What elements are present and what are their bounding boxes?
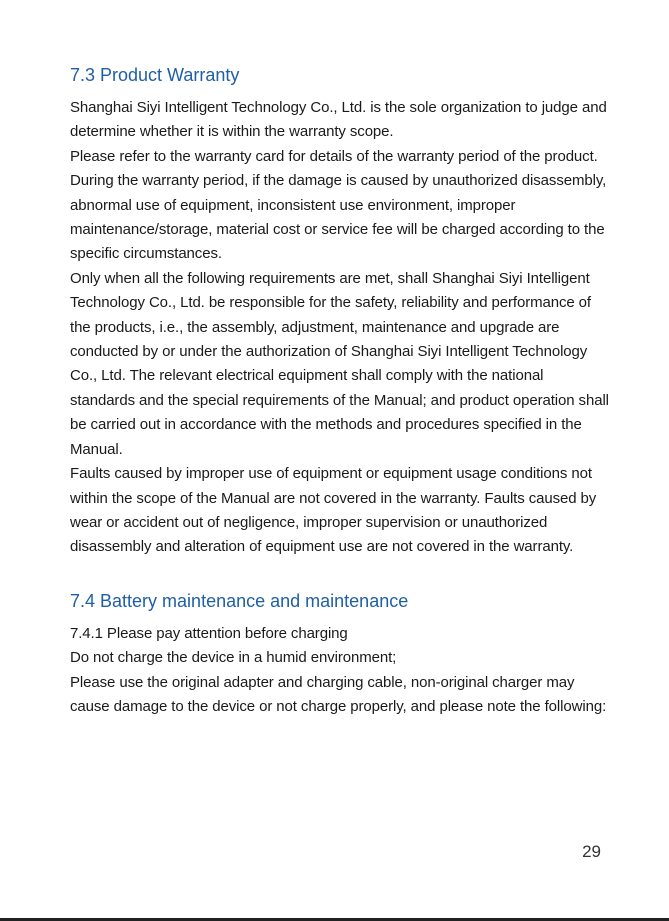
paragraph: Only when all the following requirements are met, shall Shanghai Siyi Intelligent Technology Co., Ltd. be responsible for the safety, reliability and performance of the products, i.e., the assembly, adjustment, maintenance and upgrade are conducted by or under the authorization of Shanghai Siyi Intelligent Technology Co., Ltd. The relevant electrical equipment shall comply with the national standards and the special requirements of the Manual; and product operation shall be carried out in accordance with the methods and procedures specified in the Manual. xyxy=(70,269,609,458)
paragraph: Please refer to the warranty card for details of the warranty period of the product. During the warranty period, if the damage is caused by unauthorized disassembly, abnormal use of equipment, inconsistent use environment, improper maintenance/storage, material cost or service fee will be charged according to the specific circumstances. xyxy=(70,147,607,263)
paragraph: 7.4.1 Please pay attention before charging xyxy=(70,624,348,642)
paragraph: Please use the original adapter and charging cable, non-original charger may cause damage to the device or not charge properly, and please note the following: xyxy=(70,673,607,715)
page-number: 29 xyxy=(582,842,601,861)
paragraph: Do not charge the device in a humid environment; xyxy=(70,649,397,667)
paragraph: Faults caused by improper use of equipment or equipment usage conditions not within the scope of the Manual are not covered in the warranty. Faults caused by wear or accident out of negligence, improper supervision or unauthorized disassembly and alteration of equipment use are not covered in the warranty. xyxy=(70,465,597,556)
section-heading-product-warranty: 7.3 Product Warranty xyxy=(70,65,240,85)
section-heading-battery-maintenance: 7.4 Battery maintenance and maintenance xyxy=(70,590,409,611)
page-content xyxy=(70,62,610,719)
paragraph: Shanghai Siyi Intelligent Technology Co., Ltd. is the sole organization to judge and determine whether it is within the warranty scope. xyxy=(70,99,607,141)
